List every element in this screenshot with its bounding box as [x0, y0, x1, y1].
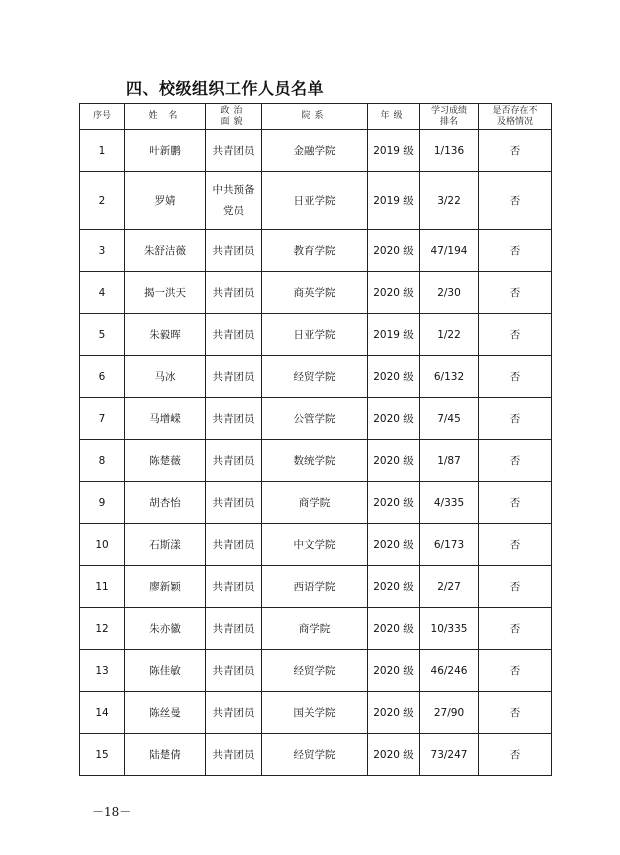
cell-college: 商学院 [262, 608, 368, 650]
cell-college: 经贸学院 [262, 734, 368, 776]
cell-grade: 2020 级 [368, 734, 420, 776]
cell-political-status [206, 172, 262, 230]
table-row [80, 566, 552, 608]
cell-name: 石斯漾 [125, 524, 206, 566]
header-fail [479, 104, 552, 130]
table-row [80, 314, 552, 356]
cell-college: 金融学院 [262, 130, 368, 172]
header-rank [420, 104, 479, 130]
cell-political-status: 共青团员 [206, 692, 262, 734]
cell-grade: 2019 级 [368, 314, 420, 356]
header-political-line-2: 面貌 [220, 116, 247, 127]
cell-college: 日亚学院 [262, 172, 368, 230]
header-college: 院系 [262, 104, 368, 130]
cell-index: 14 [80, 692, 125, 734]
cell-college: 日亚学院 [262, 314, 368, 356]
table-row [80, 440, 552, 482]
cell-index: 3 [80, 230, 125, 272]
cell-college: 中文学院 [262, 524, 368, 566]
cell-college: 数统学院 [262, 440, 368, 482]
table-row [80, 172, 552, 230]
cell-political-status: 共青团员 [206, 482, 262, 524]
cell-grade: 2020 级 [368, 356, 420, 398]
cell-grade: 2020 级 [368, 608, 420, 650]
cell-political-status: 共青团员 [206, 230, 262, 272]
cell-fail: 否 [479, 692, 552, 734]
cell-index: 4 [80, 272, 125, 314]
cell-grade: 2020 级 [368, 650, 420, 692]
cell-rank: 2/30 [420, 272, 479, 314]
cell-fail: 否 [479, 608, 552, 650]
cell-fail: 否 [479, 356, 552, 398]
cell-fail: 否 [479, 734, 552, 776]
cell-name: 陈楚薇 [125, 440, 206, 482]
header-grade: 年级 [368, 104, 420, 130]
cell-fail: 否 [479, 130, 552, 172]
cell-rank: 27/90 [420, 692, 479, 734]
cell-index: 7 [80, 398, 125, 440]
cell-grade: 2020 级 [368, 566, 420, 608]
cell-grade: 2020 级 [368, 398, 420, 440]
cell-name: 胡杏怡 [125, 482, 206, 524]
cell-name: 朱舒洁薇 [125, 230, 206, 272]
cell-college: 国关学院 [262, 692, 368, 734]
cell-index: 11 [80, 566, 125, 608]
cell-rank: 6/173 [420, 524, 479, 566]
cell-index: 2 [80, 172, 125, 230]
cell-college: 经贸学院 [262, 650, 368, 692]
cell-name: 马冰 [125, 356, 206, 398]
header-rank-line-1: 学习成绩 [430, 105, 467, 116]
cell-name: 陆楚倩 [125, 734, 206, 776]
cell-political-status: 共青团员 [206, 650, 262, 692]
table-row [80, 482, 552, 524]
cell-rank: 73/247 [420, 734, 479, 776]
table-row [80, 356, 552, 398]
cell-college: 经贸学院 [262, 356, 368, 398]
cell-rank: 47/194 [420, 230, 479, 272]
header-name: 姓 名 [125, 104, 206, 130]
cell-political-status: 共青团员 [206, 314, 262, 356]
cell-political-status: 共青团员 [206, 524, 262, 566]
cell-political-line-1: 中共预备 [212, 183, 255, 196]
cell-political-line-2: 党员 [223, 204, 244, 217]
cell-grade: 2020 级 [368, 524, 420, 566]
cell-index: 1 [80, 130, 125, 172]
table-row [80, 650, 552, 692]
cell-grade: 2020 级 [368, 440, 420, 482]
cell-fail: 否 [479, 272, 552, 314]
cell-grade: 2020 级 [368, 230, 420, 272]
cell-name: 马增嵘 [125, 398, 206, 440]
cell-name: 朱亦徽 [125, 608, 206, 650]
cell-index: 12 [80, 608, 125, 650]
cell-index: 15 [80, 734, 125, 776]
cell-rank: 10/335 [420, 608, 479, 650]
table-row [80, 692, 552, 734]
cell-index: 10 [80, 524, 125, 566]
cell-fail: 否 [479, 566, 552, 608]
cell-grade: 2019 级 [368, 172, 420, 230]
cell-rank: 1/136 [420, 130, 479, 172]
cell-college: 西语学院 [262, 566, 368, 608]
cell-rank: 4/335 [420, 482, 479, 524]
cell-fail: 否 [479, 314, 552, 356]
cell-political-status: 共青团员 [206, 608, 262, 650]
table-row [80, 398, 552, 440]
cell-name: 罗婧 [125, 172, 206, 230]
header-political-status [206, 104, 262, 130]
page-number: －18－ [92, 805, 132, 819]
cell-fail: 否 [479, 440, 552, 482]
cell-rank: 1/22 [420, 314, 479, 356]
cell-index: 8 [80, 440, 125, 482]
cell-name: 揭一洪天 [125, 272, 206, 314]
table-row [80, 230, 552, 272]
cell-rank: 1/87 [420, 440, 479, 482]
cell-fail: 否 [479, 398, 552, 440]
cell-index: 13 [80, 650, 125, 692]
cell-college: 公管学院 [262, 398, 368, 440]
cell-political-status: 共青团员 [206, 356, 262, 398]
table-row [80, 130, 552, 172]
table-header-row [80, 104, 552, 130]
header-rank-line-2: 排名 [439, 116, 458, 127]
header-index: 序号 [80, 104, 125, 130]
cell-rank: 6/132 [420, 356, 479, 398]
cell-rank: 3/22 [420, 172, 479, 230]
cell-fail: 否 [479, 230, 552, 272]
cell-index: 9 [80, 482, 125, 524]
cell-grade: 2020 级 [368, 692, 420, 734]
cell-political-status: 共青团员 [206, 130, 262, 172]
cell-college: 教育学院 [262, 230, 368, 272]
cell-fail: 否 [479, 482, 552, 524]
cell-political-status: 共青团员 [206, 272, 262, 314]
page-title: 四、校级组织工作人员名单 [126, 79, 325, 98]
cell-political-status: 共青团员 [206, 440, 262, 482]
cell-political-status: 共青团员 [206, 398, 262, 440]
header-political-line-1: 政治 [220, 105, 247, 116]
table-row [80, 524, 552, 566]
cell-grade: 2019 级 [368, 130, 420, 172]
table-row [80, 272, 552, 314]
cell-rank: 2/27 [420, 566, 479, 608]
cell-name: 廖新颖 [125, 566, 206, 608]
cell-rank: 46/246 [420, 650, 479, 692]
cell-grade: 2020 级 [368, 272, 420, 314]
cell-political-status: 共青团员 [206, 734, 262, 776]
cell-college: 商英学院 [262, 272, 368, 314]
staff-roster-table [79, 103, 552, 776]
cell-name: 陈丝曼 [125, 692, 206, 734]
cell-name: 陈佳敏 [125, 650, 206, 692]
header-fail-line-1: 是否存在不 [492, 105, 538, 116]
cell-political-status: 共青团员 [206, 566, 262, 608]
cell-index: 5 [80, 314, 125, 356]
cell-fail: 否 [479, 172, 552, 230]
cell-college: 商学院 [262, 482, 368, 524]
table-row [80, 734, 552, 776]
cell-fail: 否 [479, 524, 552, 566]
cell-fail: 否 [479, 650, 552, 692]
header-fail-line-2: 及格情况 [496, 116, 533, 127]
cell-grade: 2020 级 [368, 482, 420, 524]
cell-rank: 7/45 [420, 398, 479, 440]
cell-name: 叶新鹏 [125, 130, 206, 172]
cell-name: 朱毅晖 [125, 314, 206, 356]
cell-index: 6 [80, 356, 125, 398]
table-row [80, 608, 552, 650]
